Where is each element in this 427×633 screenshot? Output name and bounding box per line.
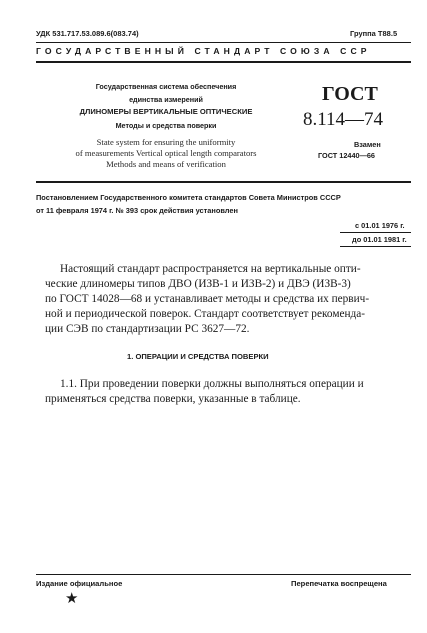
standard-banner: ГОСУДАРСТВЕННЫЙ СТАНДАРТ СОЮЗА ССР [36, 46, 371, 56]
replaces-label: Взамен [354, 140, 381, 149]
top-rule [36, 42, 411, 43]
title-system: Государственная система обеспечения [95, 82, 237, 91]
intro-line: ной и периодической поверок. Стандарт соответствует рекоменда- [45, 308, 366, 320]
valid-to-rule [340, 246, 411, 247]
title-english-1: State system for ensuring the uniformity [96, 137, 236, 147]
footer-rule [36, 574, 411, 575]
star-icon: ★ [65, 591, 79, 607]
intro-line: ции СЭВ по стандартизации РС 3627—72. [45, 323, 250, 335]
official-edition: Издание официальное [36, 579, 123, 588]
section-heading: 1. ОПЕРАЦИИ И СРЕДСТВА ПОВЕРКИ [127, 352, 269, 361]
decree-rule [36, 181, 411, 183]
valid-from: с 01.01 1976 г. [355, 221, 405, 230]
intro-line: Настоящий стандарт распространяется на вертикальные опти- [60, 263, 361, 275]
clause-line: 1.1. При проведении поверки должны выполняться операции и [60, 378, 364, 390]
clause-line: применяться средства поверки, указанные в таблице. [45, 393, 301, 405]
gost-label: ГОСТ [322, 83, 378, 105]
title-uniformity: единства измерений [129, 95, 203, 104]
title-subtitle: Методы и средства поверки [115, 121, 217, 130]
title-english-3: Methods and means of verification [106, 159, 226, 169]
decree-line-1: Постановлением Государственного комитета стандартов Совета Министров СССР [36, 193, 341, 202]
decree-line-2: от 11 февраля 1974 г. № 393 срок действия установлен [36, 206, 238, 215]
gost-number: 8.114—74 [303, 109, 384, 130]
reprint-prohibited: Перепечатка воспрещена [291, 579, 387, 588]
title-english-2: of measurements Vertical optical length comparators [75, 148, 257, 158]
replaces-value: ГОСТ 12440—66 [318, 151, 375, 160]
intro-line: по ГОСТ 14028—68 и устанавливает методы и средства их первич- [45, 293, 370, 305]
valid-to: до 01.01 1981 г. [352, 235, 407, 244]
intro-line: ческие длиномеры типов ДВО (ИЗВ-1 и ИЗВ-2) и ДВЭ (ИЗВ-3) [45, 278, 351, 290]
udk-code: УДК 531.717.53.089.6(083.74) [36, 29, 139, 38]
group-code: Группа Т88.5 [350, 29, 398, 38]
banner-rule [36, 61, 411, 63]
valid-from-rule [340, 232, 411, 233]
title-main: ДЛИНОМЕРЫ ВЕРТИКАЛЬНЫЕ ОПТИЧЕСКИЕ [79, 107, 253, 116]
